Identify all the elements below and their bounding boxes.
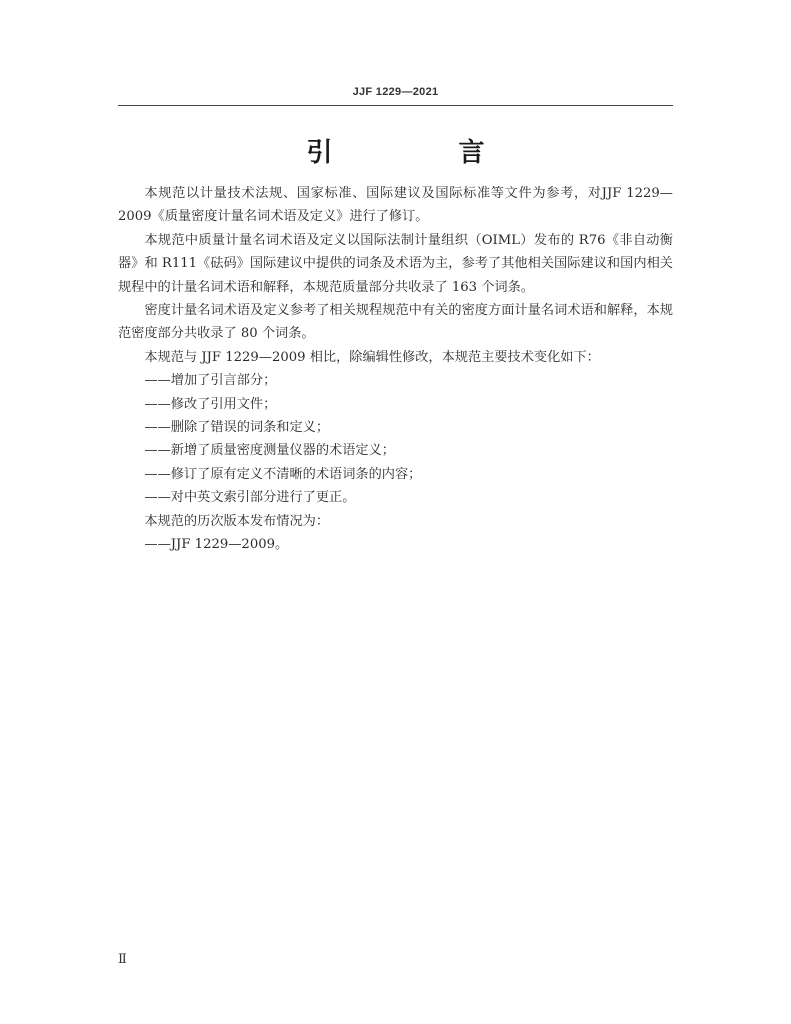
paragraph-4: 本规范与 JJF 1229—2009 相比，除编辑性修改，本规范主要技术变化如下： <box>144 349 600 365</box>
history-intro: 本规范的历次版本发布情况为： <box>144 513 330 529</box>
change-item: ——删除了错误的词条和定义； <box>144 420 330 436</box>
history-item: ——JJF 1229—2009。 <box>144 537 289 553</box>
section-title: 引 言 <box>306 138 535 168</box>
paragraph-2: 本规范中质量计量名词术语及定义以国际法制计量组织（OIML）发布的 R76《非自动衡器》和 R111《砝码》国际建议中提供的词条及术语为主，参考了其他相关国际建议和国内相关规程中的计量名词术语和解释，本规范质量部分共收录了 163 个词条。 <box>118 232 673 295</box>
header-divider <box>118 105 673 106</box>
change-item: ——修订了原有定义不清晰的术语词条的内容； <box>144 466 422 482</box>
body-text <box>118 182 673 557</box>
page-number: Ⅱ <box>118 952 127 967</box>
document-code-header: JJF 1229—2021 <box>352 86 439 98</box>
change-item: ——对中英文索引部分进行了更正。 <box>144 490 356 506</box>
paragraph-1: 本规范以计量技术法规、国家标准、国际建议及国际标准等文件为参考，对JJF 1229—2009《质量密度计量名词术语及定义》进行了修订。 <box>118 186 673 225</box>
paragraph-3: 密度计量名词术语及定义参考了相关规程规范中有关的密度方面计量名词术语和解释，本规范密度部分共收录了 80 个词条。 <box>118 303 673 342</box>
change-item: ——新增了质量密度测量仪器的术语定义； <box>144 443 395 459</box>
change-item: ——增加了引言部分； <box>144 373 277 389</box>
change-item: ——修改了引用文件； <box>144 396 277 412</box>
